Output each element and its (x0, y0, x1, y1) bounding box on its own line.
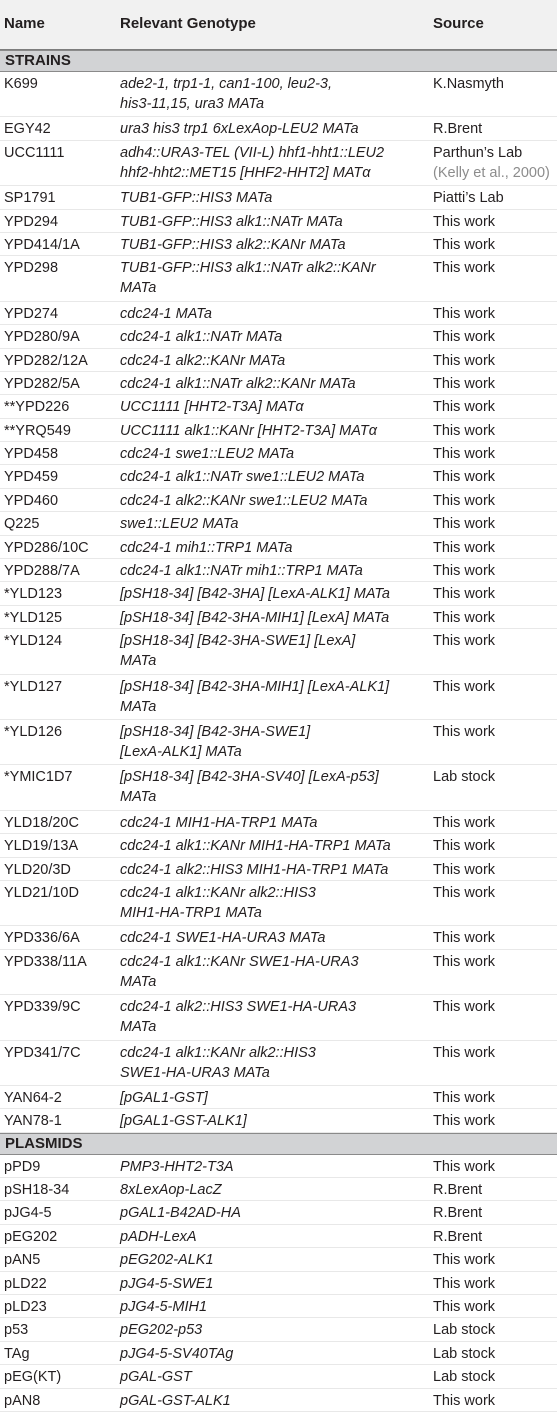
genotype-line: [pSH18-34] [B42-3HA] [LexA-ALK1] MATa (120, 586, 390, 603)
source-line: This work (433, 1158, 496, 1175)
genotype-line: pGAL-GST-ALK1 (120, 1392, 231, 1409)
table-header (0, 0, 557, 50)
source-line: This work (433, 633, 496, 650)
table-row (0, 395, 557, 418)
cell-source (433, 1203, 555, 1223)
cell-source (433, 1344, 555, 1364)
genotype-line: cdc24-1 alk1::KANr SWE1-HA-URA3 (120, 953, 359, 970)
table-row (0, 302, 557, 325)
table-row (0, 582, 557, 605)
cell-genotype (120, 304, 435, 324)
cell-source (433, 631, 555, 651)
genotype-line: MATa (120, 653, 157, 670)
cell-name: pSH18-34 (4, 1182, 70, 1199)
genotype-line: adh4::URA3-TEL (VII-L) hhf1-hht1::LEU2 (120, 144, 385, 161)
genotype-line: 8xLexAop-LacZ (120, 1182, 222, 1199)
cell-name: YLD18/20C (4, 814, 79, 831)
table-row (0, 1248, 557, 1271)
cell-genotype (120, 952, 435, 992)
source-line: This work (433, 861, 496, 878)
cell-name: p53 (4, 1322, 29, 1339)
genotype-line: cdc24-1 alk1::KANr alk2::HIS3 (120, 884, 316, 901)
table-row (0, 1272, 557, 1295)
cell-genotype (120, 235, 435, 255)
cell-source (433, 1180, 555, 1200)
cell-genotype (120, 561, 435, 581)
cell-name: pLD23 (4, 1299, 47, 1316)
genotype-line: [LexA-ALK1] MATa (120, 743, 242, 760)
genotype-line: UCC1111 [HHT2-T3A] MATα (120, 399, 304, 416)
table-row (0, 186, 557, 209)
cell-source (433, 1274, 555, 1294)
genotype-line: pJG4-5-SWE1 (120, 1275, 214, 1292)
cell-source (433, 1227, 555, 1247)
cell-name: *YMIC1D7 (4, 769, 73, 786)
cell-source (433, 235, 555, 255)
table-row (0, 629, 557, 674)
table-row (0, 720, 557, 765)
cell-genotype (120, 374, 435, 394)
cell-genotype (120, 1297, 435, 1317)
cell-name: YPD339/9C (4, 999, 81, 1016)
cell-name: *YLD123 (4, 586, 63, 603)
cell-source (433, 514, 555, 534)
source-line: This work (433, 1392, 496, 1409)
table-row (0, 950, 557, 995)
cell-name: YPD274 (4, 305, 59, 322)
genotype-line: his3-11,15, ura3 MATa (120, 96, 265, 112)
cell-source (433, 1391, 555, 1411)
genotype-line: UCC1111 alk1::KANr [HHT2-T3A] MATα (120, 422, 377, 439)
source-line: This work (433, 352, 496, 369)
cell-source (433, 304, 555, 324)
cell-name: pJG4-5 (4, 1205, 52, 1222)
source-line: This work (433, 1044, 496, 1061)
cell-source (433, 1111, 555, 1131)
cell-name: *YLD126 (4, 723, 63, 740)
cell-name: SP1791 (4, 190, 56, 207)
genotype-line: MATa (120, 698, 157, 715)
cell-source (433, 813, 555, 833)
genotype-line: cdc24-1 alk1::KANr MIH1-HA-TRP1 MATa (120, 838, 391, 855)
cell-source (433, 143, 555, 183)
genotype-line: MATa (120, 1019, 157, 1036)
table-row (0, 256, 557, 301)
cell-genotype (120, 813, 435, 833)
cell-name: YPD459 (4, 469, 59, 486)
cell-source (433, 677, 555, 697)
source-line: This work (433, 1089, 496, 1106)
cell-name: YLD19/13A (4, 838, 79, 855)
cell-name: TAg (4, 1345, 30, 1362)
header-source: Source (433, 15, 484, 32)
table-row (0, 141, 557, 186)
source-line: Lab stock (433, 1322, 496, 1339)
table-row (0, 1225, 557, 1248)
cell-source (433, 1250, 555, 1270)
genotype-line: [pSH18-34] [B42-3HA-SV40] [LexA-p53] (120, 769, 379, 786)
table-row (0, 465, 557, 488)
genotype-line: pEG202-ALK1 (120, 1252, 214, 1269)
genotype-line: PMP3-HHT2-T3A (120, 1158, 234, 1175)
cell-genotype (120, 119, 435, 139)
source-line: This work (433, 1252, 496, 1269)
table-row (0, 72, 557, 117)
genotype-line: cdc24-1 alk2::HIS3 SWE1-HA-URA3 (120, 999, 357, 1016)
genotype-line: cdc24-1 alk1::NATr swe1::LEU2 MATa (120, 469, 365, 486)
cell-genotype (120, 397, 435, 417)
source-line: This work (433, 678, 496, 695)
source-line: This work (433, 1113, 496, 1130)
cell-source (433, 1043, 555, 1063)
section-title: PLASMIDS (5, 1134, 83, 1152)
cell-genotype (120, 212, 435, 232)
table-row (0, 811, 557, 834)
table-row (0, 834, 557, 857)
source-line: This work (433, 953, 496, 970)
table-row (0, 1178, 557, 1201)
source-line: This work (433, 422, 496, 439)
genotype-line: [pGAL1-GST] (120, 1089, 208, 1106)
cell-name: pLD22 (4, 1275, 47, 1292)
genotype-line: pADH-LexA (120, 1228, 197, 1245)
table-row (0, 419, 557, 442)
genotype-line: cdc24-1 mih1::TRP1 MATa (120, 539, 293, 556)
cell-genotype (120, 584, 435, 604)
source-line: This work (433, 723, 496, 740)
genotype-line: [pSH18-34] [B42-3HA-MIH1] [LexA] MATa (120, 609, 390, 626)
source-line: This work (433, 492, 496, 509)
cell-source (433, 883, 555, 903)
table-row (0, 1342, 557, 1365)
genotype-line: [pGAL1-GST-ALK1] (120, 1113, 247, 1130)
cell-name: K699 (4, 76, 38, 92)
source-line: This work (433, 213, 496, 230)
cell-genotype (120, 467, 435, 487)
table-row (0, 765, 557, 810)
cell-genotype (120, 538, 435, 558)
cell-name: YPD288/7A (4, 563, 80, 580)
cell-genotype (120, 1088, 435, 1108)
cell-name: YPD460 (4, 492, 59, 509)
cell-source (433, 860, 555, 880)
cell-name: *YLD124 (4, 633, 63, 650)
cell-source (433, 608, 555, 628)
cell-name: pAN5 (4, 1252, 41, 1269)
genotype-line: ade2-1, trp1-1, can1-100, leu2-3, (120, 76, 332, 92)
table-row (0, 117, 557, 140)
source-line: This work (433, 1275, 496, 1292)
source-line: This work (433, 999, 496, 1016)
source-line: This work (433, 1299, 496, 1316)
table-row (0, 559, 557, 582)
cell-name: YPD280/9A (4, 329, 80, 346)
source-line: Parthun’s Lab (433, 144, 523, 161)
cell-genotype (120, 514, 435, 534)
table-row (0, 995, 557, 1040)
table-row (0, 675, 557, 720)
table-row (0, 1365, 557, 1388)
source-line: R.Brent (433, 121, 483, 138)
cell-name: Q225 (4, 516, 40, 533)
genotype-line: cdc24-1 SWE1-HA-URA3 MATa (120, 930, 326, 947)
source-line: R.Brent (433, 1205, 483, 1222)
cell-name: YPD336/6A (4, 930, 80, 947)
source-line: This work (433, 563, 496, 580)
cell-genotype (120, 258, 435, 298)
genotype-line: ura3 his3 trp1 6xLexAop-LEU2 MATa (120, 121, 359, 138)
cell-genotype (120, 722, 435, 762)
genotype-line: cdc24-1 alk1::NATr mih1::TRP1 MATa (120, 563, 363, 580)
cell-name: pEG(KT) (4, 1369, 62, 1386)
source-line: This work (433, 586, 496, 603)
source-line: Lab stock (433, 1369, 496, 1386)
table-row (0, 1201, 557, 1224)
cell-source (433, 467, 555, 487)
table-row (0, 512, 557, 535)
source-line: This work (433, 516, 496, 533)
cell-source (433, 584, 555, 604)
genotype-line: cdc24-1 swe1::LEU2 MATa (120, 446, 295, 463)
cell-genotype (120, 997, 435, 1037)
source-line: This work (433, 884, 496, 901)
genotype-line: SWE1-HA-URA3 MATa (120, 1064, 270, 1081)
genotype-line: TUB1-GFP::HIS3 alk1::NATr alk2::KANr (120, 260, 376, 277)
genotype-line: [pSH18-34] [B42-3HA-SWE1] (120, 723, 311, 740)
cell-genotype (120, 1043, 435, 1083)
genotype-line: swe1::LEU2 MATa (120, 516, 239, 533)
cell-name: *YLD127 (4, 678, 63, 695)
cell-name: EGY42 (4, 121, 51, 138)
cell-name: UCC1111 (4, 144, 65, 161)
cell-name: YPD414/1A (4, 236, 80, 253)
source-line: This work (433, 446, 496, 463)
source-line: K.Nasmyth (433, 76, 504, 92)
genotype-line: cdc24-1 alk2::KANr MATa (120, 352, 286, 369)
genotype-line: cdc24-1 alk1::KANr alk2::HIS3 (120, 1044, 316, 1061)
cell-name: pPD9 (4, 1158, 41, 1175)
cell-source (433, 997, 555, 1017)
table-row (0, 536, 557, 559)
cell-name: YAN64-2 (4, 1089, 62, 1106)
source-line: This work (433, 838, 496, 855)
genotype-line: pEG202-p53 (120, 1322, 203, 1339)
source-line: This work (433, 399, 496, 416)
table-row (0, 1318, 557, 1341)
cell-genotype (120, 1203, 435, 1223)
cell-source (433, 928, 555, 948)
table-body (0, 50, 557, 1412)
cell-source (433, 1367, 555, 1387)
cell-source (433, 188, 555, 208)
cell-name: YPD338/11A (4, 953, 87, 970)
cell-source (433, 836, 555, 856)
source-line: This work (433, 305, 496, 322)
section-header (0, 50, 557, 72)
genotype-line: pJG4-5-MIH1 (120, 1299, 208, 1316)
source-line: This work (433, 260, 496, 277)
table-row (0, 1109, 557, 1132)
table-row (0, 858, 557, 881)
source-line: This work (433, 236, 496, 253)
cell-genotype (120, 444, 435, 464)
genotype-line: cdc24-1 MATa (120, 305, 212, 322)
cell-genotype (120, 351, 435, 371)
genotype-line: TUB1-GFP::HIS3 alk1::NATr MATa (120, 213, 343, 230)
section-title: STRAINS (5, 52, 71, 69)
table-row (0, 1041, 557, 1086)
source-line: This work (433, 539, 496, 556)
cell-genotype (120, 860, 435, 880)
cell-genotype (120, 143, 435, 183)
table-row (0, 325, 557, 348)
table-row (0, 349, 557, 372)
table-row (0, 1155, 557, 1178)
header-name: Name (4, 15, 45, 32)
table-row (0, 881, 557, 926)
genotype-line: pGAL1-B42AD-HA (120, 1205, 241, 1222)
cell-genotype (120, 327, 435, 347)
table-row (0, 372, 557, 395)
cell-source (433, 351, 555, 371)
cell-genotype (120, 631, 435, 671)
cell-source (433, 327, 555, 347)
cell-genotype (120, 1157, 435, 1177)
cell-genotype (120, 883, 435, 923)
table-row (0, 442, 557, 465)
cell-genotype (120, 421, 435, 441)
cell-name: YPD458 (4, 446, 59, 463)
genotype-line: [pSH18-34] [B42-3HA-MIH1] [LexA-ALK1] (120, 678, 390, 695)
cell-source (433, 1157, 555, 1177)
table-row (0, 233, 557, 256)
table-row (0, 210, 557, 233)
source-line: R.Brent (433, 1182, 483, 1199)
table-row (0, 1086, 557, 1109)
cell-genotype (120, 1344, 435, 1364)
cell-genotype (120, 608, 435, 628)
cell-name: YAN78-1 (4, 1113, 62, 1130)
cell-genotype (120, 1180, 435, 1200)
genotype-line: MATa (120, 973, 157, 990)
cell-genotype (120, 836, 435, 856)
source-line: This work (433, 814, 496, 831)
table-row (0, 1295, 557, 1318)
header-genotype: Relevant Genotype (120, 15, 256, 32)
cell-source (433, 538, 555, 558)
cell-name: YPD282/12A (4, 352, 88, 369)
cell-genotype (120, 767, 435, 807)
cell-genotype (120, 1391, 435, 1411)
source-line: Lab stock (433, 769, 496, 786)
cell-source (433, 374, 555, 394)
cell-name: YLD21/10D (4, 884, 79, 901)
cell-source (433, 1297, 555, 1317)
genotype-line: cdc24-1 alk2::HIS3 MIH1-HA-TRP1 MATa (120, 861, 389, 878)
genotype-line: cdc24-1 MIH1-HA-TRP1 MATa (120, 814, 318, 831)
cell-source (433, 444, 555, 464)
source-line: This work (433, 329, 496, 346)
cell-name: YPD341/7C (4, 1044, 81, 1061)
cell-source (433, 1088, 555, 1108)
cell-source (433, 561, 555, 581)
cell-genotype (120, 74, 435, 114)
cell-genotype (120, 1111, 435, 1131)
cell-name: **YPD226 (4, 399, 70, 416)
genotype-line: hhf2-hht2::MET15 [HHF2-HHT2] MATα (120, 164, 371, 181)
genotype-line: [pSH18-34] [B42-3HA-SWE1] [LexA] (120, 633, 356, 650)
source-line: This work (433, 375, 496, 392)
genotype-line: MATa (120, 789, 157, 806)
cell-genotype (120, 1320, 435, 1340)
cell-source (433, 119, 555, 139)
cell-source (433, 952, 555, 972)
cell-genotype (120, 1227, 435, 1247)
genotype-line: cdc24-1 alk2::KANr swe1::LEU2 MATa (120, 492, 368, 509)
cell-source (433, 722, 555, 742)
cell-source (433, 421, 555, 441)
source-line: This work (433, 469, 496, 486)
genotype-line: cdc24-1 alk1::NATr alk2::KANr MATa (120, 375, 356, 392)
genotype-line: MIH1-HA-TRP1 MATa (120, 904, 262, 921)
cell-name: YLD20/3D (4, 861, 71, 878)
genotype-line: MATa (120, 280, 157, 297)
genotype-line: TUB1-GFP::HIS3 alk2::KANr MATa (120, 236, 346, 253)
cell-genotype (120, 491, 435, 511)
cell-name: *YLD125 (4, 609, 63, 626)
section-header (0, 1133, 557, 1155)
cell-source (433, 74, 555, 94)
table-row (0, 606, 557, 629)
cell-name: YPD294 (4, 213, 59, 230)
source-line: Lab stock (433, 1345, 496, 1362)
source-line: This work (433, 930, 496, 947)
cell-genotype (120, 1274, 435, 1294)
cell-genotype (120, 1367, 435, 1387)
cell-name: YPD286/10C (4, 539, 89, 556)
cell-genotype (120, 677, 435, 717)
citation-link[interactable]: (Kelly et al., 2000) (433, 164, 550, 181)
table-row (0, 1389, 557, 1412)
cell-name: YPD282/5A (4, 375, 80, 392)
genotype-line: pJG4-5-SV40TAg (120, 1345, 234, 1362)
cell-genotype (120, 1250, 435, 1270)
cell-genotype (120, 188, 435, 208)
cell-source (433, 1320, 555, 1340)
table-row (0, 489, 557, 512)
genotype-line: pGAL-GST (120, 1369, 192, 1386)
source-line: This work (433, 609, 496, 626)
source-line: Piatti’s Lab (433, 190, 504, 207)
cell-source (433, 767, 555, 787)
table-row (0, 926, 557, 949)
source-line: R.Brent (433, 1228, 483, 1245)
cell-name: **YRQ549 (4, 422, 71, 439)
cell-source (433, 212, 555, 232)
cell-genotype (120, 928, 435, 948)
cell-source (433, 258, 555, 278)
cell-name: pAN8 (4, 1392, 41, 1409)
genotype-line: TUB1-GFP::HIS3 MATa (120, 190, 273, 207)
genotype-line: cdc24-1 alk1::NATr MATa (120, 329, 283, 346)
cell-name: pEG202 (4, 1228, 58, 1245)
cell-name: YPD298 (4, 260, 59, 277)
cell-source (433, 491, 555, 511)
cell-source (433, 397, 555, 417)
